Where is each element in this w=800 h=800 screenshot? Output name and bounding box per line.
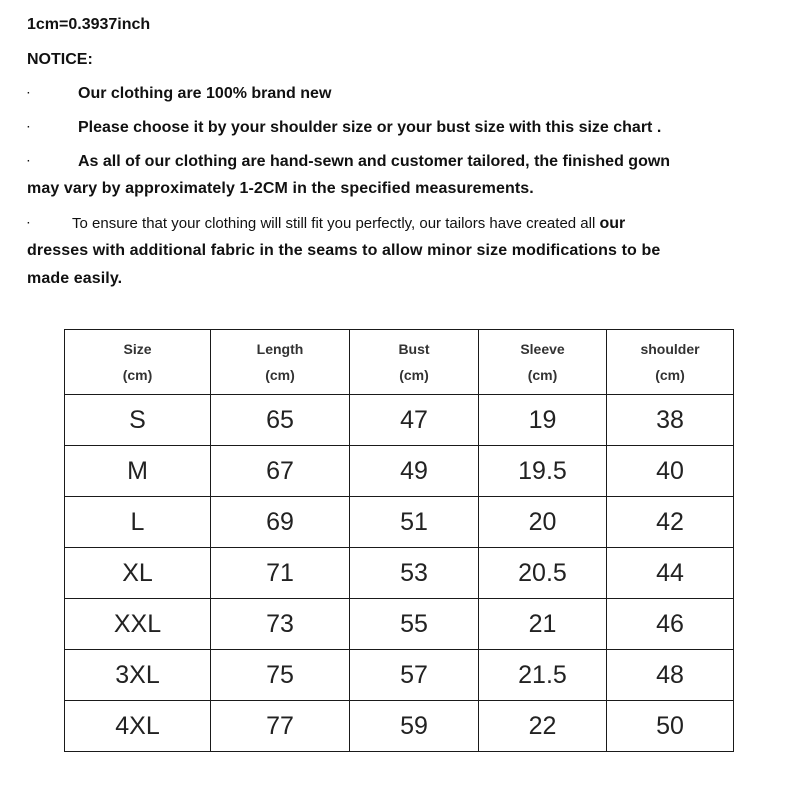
shoulder-cell: 46 <box>607 599 734 650</box>
table-row <box>65 701 734 752</box>
sleeve-cell: 20 <box>479 497 607 548</box>
header-shoulder: shoulder (cm) <box>607 330 734 395</box>
length-cell: 71 <box>211 548 350 599</box>
notice-item-4-bold-text: our <box>599 215 626 232</box>
bust-cell: 51 <box>350 497 479 548</box>
header-length: Length (cm) <box>211 330 350 395</box>
table-row <box>65 395 734 446</box>
size-cell: L <box>65 497 211 548</box>
notice-item-4-thin-text: To ensure that your clothing will still fit you perfectly, our tailors have created all <box>72 215 596 232</box>
table-row <box>65 446 734 497</box>
bullet-marker: · <box>27 88 31 99</box>
shoulder-cell: 38 <box>607 395 734 446</box>
size-cell: XXL <box>65 599 211 650</box>
sleeve-cell: 21 <box>479 599 607 650</box>
shoulder-cell: 42 <box>607 497 734 548</box>
sleeve-cell: 20.5 <box>479 548 607 599</box>
bust-cell: 53 <box>350 548 479 599</box>
bust-cell: 59 <box>350 701 479 752</box>
header-sleeve: Sleeve (cm) <box>479 330 607 395</box>
size-cell: XL <box>65 548 211 599</box>
length-cell: 69 <box>211 497 350 548</box>
bullet-marker: · <box>27 218 31 229</box>
sleeve-cell: 21.5 <box>479 650 607 701</box>
table-header-row <box>65 330 734 395</box>
header-size: Size (cm) <box>65 330 211 395</box>
bust-cell: 47 <box>350 395 479 446</box>
notice-item-4-line-1 <box>72 215 625 233</box>
notice-item-4-line-3: made easily. <box>27 270 123 287</box>
shoulder-cell: 40 <box>607 446 734 497</box>
bullet-marker: · <box>27 156 31 167</box>
size-chart-table <box>64 329 734 752</box>
size-cell: M <box>65 446 211 497</box>
table-row <box>65 650 734 701</box>
notice-item-3-line-2: may vary by approximately 1-2CM in the specified measurements. <box>27 180 534 197</box>
notice-item-4-line-2: dresses with additional fabric in the seams to allow minor size modifications to be <box>27 242 661 259</box>
table-row <box>65 497 734 548</box>
notice-item-1: Our clothing are 100% brand new <box>78 85 332 102</box>
bullet-marker: · <box>27 122 31 133</box>
size-cell: 4XL <box>65 701 211 752</box>
conversion-note: 1cm=0.3937inch <box>27 16 151 33</box>
shoulder-cell: 44 <box>607 548 734 599</box>
notice-title: NOTICE: <box>27 51 93 68</box>
size-cell: 3XL <box>65 650 211 701</box>
notice-item-3-line-1: As all of our clothing are hand-sewn and customer tailored, the finished gown <box>78 153 671 170</box>
header-bust: Bust (cm) <box>350 330 479 395</box>
length-cell: 73 <box>211 599 350 650</box>
length-cell: 65 <box>211 395 350 446</box>
shoulder-cell: 48 <box>607 650 734 701</box>
shoulder-cell: 50 <box>607 701 734 752</box>
table-row <box>65 599 734 650</box>
bust-cell: 55 <box>350 599 479 650</box>
sleeve-cell: 22 <box>479 701 607 752</box>
table-row <box>65 548 734 599</box>
sleeve-cell: 19 <box>479 395 607 446</box>
sleeve-cell: 19.5 <box>479 446 607 497</box>
size-cell: S <box>65 395 211 446</box>
length-cell: 75 <box>211 650 350 701</box>
notice-item-2: Please choose it by your shoulder size or your bust size with this size chart . <box>78 119 662 136</box>
length-cell: 67 <box>211 446 350 497</box>
bust-cell: 57 <box>350 650 479 701</box>
length-cell: 77 <box>211 701 350 752</box>
bust-cell: 49 <box>350 446 479 497</box>
